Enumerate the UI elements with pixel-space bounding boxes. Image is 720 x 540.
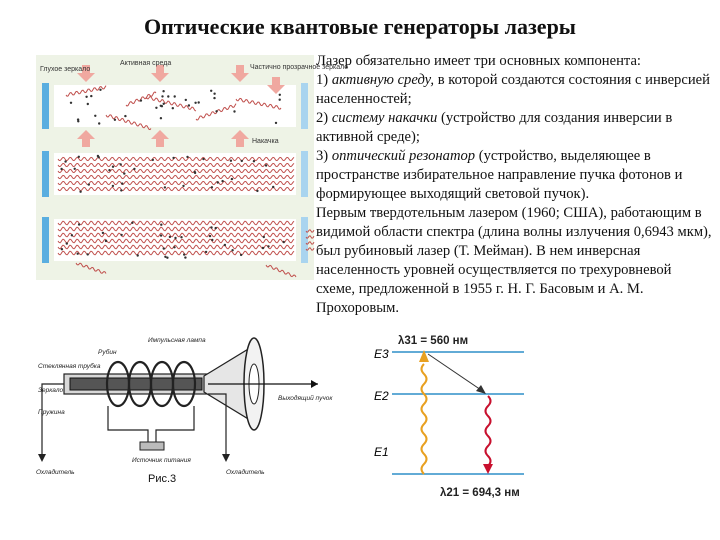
- atom-dot: [71, 234, 73, 236]
- atom-dot: [215, 227, 217, 229]
- atom-dot: [160, 105, 162, 107]
- atom-dot: [194, 172, 196, 174]
- atom-dot: [253, 160, 255, 162]
- ruby-rod: [70, 378, 202, 390]
- atom-dot: [94, 115, 96, 117]
- label-e1: E1: [374, 445, 389, 459]
- atom-dot: [215, 110, 217, 112]
- atom-dot: [74, 168, 76, 170]
- atom-dot: [211, 239, 213, 241]
- atom-dot: [155, 107, 157, 109]
- component-1-desc: в которой создаются состояния с инверсией населенностей;: [316, 72, 710, 107]
- atom-dot: [167, 95, 169, 97]
- label-partial-mirror: Частично прозрачное зеркало: [250, 64, 349, 71]
- atom-dot: [87, 253, 89, 255]
- relaxation-arrow-head: [476, 385, 486, 394]
- atom-dot: [112, 185, 114, 187]
- atom-dot: [114, 119, 116, 121]
- cooler-arrow-left: [38, 454, 46, 462]
- atom-dot: [77, 120, 79, 122]
- atom-dot: [120, 189, 122, 191]
- atom-dot: [124, 115, 126, 117]
- atom-dot: [210, 226, 212, 228]
- atom-dot: [233, 110, 235, 112]
- atom-dot: [205, 251, 207, 253]
- atom-dot: [188, 104, 190, 106]
- atom-dot: [174, 95, 176, 97]
- atom-dot: [230, 160, 232, 162]
- atom-dot: [90, 95, 92, 97]
- atom-dot: [78, 156, 80, 158]
- energy-level-diagram: [368, 330, 528, 502]
- atom-dot: [231, 178, 233, 180]
- atom-dot: [66, 242, 68, 244]
- component-3: [316, 147, 714, 204]
- atom-dot: [85, 96, 87, 98]
- atom-dot: [202, 158, 204, 160]
- atom-dot: [77, 253, 79, 255]
- full-mirror-1: [42, 83, 49, 129]
- laser-principle-figure: [36, 55, 349, 280]
- atom-dot: [131, 222, 133, 224]
- atom-dot: [152, 159, 154, 161]
- atom-dot: [112, 166, 114, 168]
- atom-dot: [133, 168, 135, 170]
- atom-dot: [240, 254, 242, 256]
- atom-dot: [161, 95, 163, 97]
- atom-dot: [262, 247, 264, 249]
- atom-dot: [121, 182, 123, 184]
- atom-dot: [108, 169, 110, 171]
- atom-dot: [120, 234, 122, 236]
- label-active-medium: Активная среда: [120, 60, 172, 67]
- relaxation-transition: [428, 354, 484, 392]
- atom-dot: [140, 99, 142, 101]
- power-supply: [140, 442, 164, 450]
- atom-dot: [70, 102, 72, 104]
- figure-caption: Рис.3: [148, 473, 177, 485]
- ruby-laser-paragraph: Первым твердотельным лазером (1960; США), работающим в видимой области спектра (длина волны излучения 0,6943 мкм), был рубиновый лазер (Т. Мейман). В нем инверсная населенность уровней осуществляется по трехуровневой схеме, предложенной в 1955 г. Н. Г. Басовым и А. М. Прохоровым.: [316, 205, 712, 316]
- atom-dot: [163, 103, 165, 105]
- component-3-term: оптический резонатор: [331, 148, 476, 164]
- atom-dot: [180, 236, 182, 238]
- page-title: Оптические квантовые генераторы лазеры: [144, 14, 576, 39]
- label-cooler-left: Охладитель: [36, 469, 75, 476]
- label-mirror: Зеркало: [38, 387, 64, 394]
- atom-dot: [102, 232, 104, 234]
- component-1-term: активную среду,: [331, 72, 435, 88]
- label-glass-tube: Стеклянная трубка: [38, 363, 101, 370]
- atom-dot: [198, 101, 200, 103]
- atom-dot: [79, 191, 81, 193]
- atom-dot: [279, 94, 281, 96]
- atom-dot: [87, 103, 89, 105]
- component-2: [316, 109, 714, 147]
- label-cooler-right: Охладитель: [226, 469, 265, 476]
- atom-dot: [213, 97, 215, 99]
- label-lambda31: λ31 = 560 нм: [398, 335, 469, 347]
- cooler-pipe-left: [42, 384, 64, 456]
- label-mirror: Глухое зеркало: [40, 66, 91, 73]
- emission-arrow-head: [483, 464, 493, 474]
- power-lead-2: [156, 406, 194, 442]
- atom-dot: [166, 257, 168, 259]
- component-1-num: 1): [316, 72, 332, 88]
- component-3-desc: (устройство, выделяющее в пространстве избирательное направление пучка фотонов и формирующее выходящий световой пучок).: [316, 148, 683, 202]
- partial-mirror-2: [301, 151, 308, 197]
- label-e2: E2: [374, 389, 389, 403]
- full-mirror-3: [42, 217, 49, 263]
- atom-dot: [105, 240, 107, 242]
- label-power-supply: Источник питания: [132, 457, 191, 464]
- label-pump: Накачка: [252, 138, 279, 145]
- atom-dot: [98, 122, 100, 124]
- atom-dot: [185, 99, 187, 101]
- partial-mirror-1: [301, 83, 308, 129]
- atom-dot: [209, 235, 211, 237]
- atom-dot: [169, 236, 171, 238]
- component-2-desc: (устройство для создания инверсии в активной среде);: [316, 110, 673, 145]
- atom-dot: [231, 249, 233, 251]
- cooler-arrow-right: [222, 454, 230, 462]
- atom-dot: [184, 256, 186, 258]
- atom-dot: [123, 172, 125, 174]
- atom-dot: [137, 254, 139, 256]
- atom-dot: [275, 122, 277, 124]
- atom-dot: [64, 160, 66, 162]
- label-lambda21: λ21 = 694,3 нм: [440, 487, 520, 499]
- component-2-num: 2): [316, 110, 332, 126]
- atom-dot: [194, 102, 196, 104]
- label-e3: E3: [374, 347, 389, 361]
- label-ruby: Рубин: [98, 349, 117, 356]
- partial-mirror-3: [301, 217, 308, 263]
- atom-dot: [78, 223, 80, 225]
- atom-dot: [172, 157, 174, 159]
- atom-dot: [265, 164, 267, 166]
- description-text: [316, 52, 714, 318]
- atom-dot: [160, 224, 162, 226]
- atom-dot: [186, 156, 188, 158]
- label-output-beam: Выходящий пучок: [278, 395, 333, 402]
- atom-dot: [210, 90, 212, 92]
- intro-line: Лазер обязательно имеет три основных компонента:: [316, 53, 641, 69]
- atom-dot: [88, 183, 90, 185]
- component-3-num: 3): [316, 148, 332, 164]
- atom-dot: [164, 186, 166, 188]
- atom-dot: [224, 244, 226, 246]
- atom-dot: [221, 180, 223, 182]
- atom-dot: [182, 185, 184, 187]
- label-flash-lamp: Импульсная лампа: [148, 337, 206, 344]
- atom-dot: [213, 93, 215, 95]
- full-mirror-2: [42, 151, 49, 197]
- atom-dot: [183, 253, 185, 255]
- label-spring: Пружина: [38, 409, 65, 416]
- atom-dot: [163, 247, 165, 249]
- atom-dot: [211, 186, 213, 188]
- atom-dot: [173, 246, 175, 248]
- atom-dot: [97, 155, 99, 157]
- power-lead-1: [108, 406, 148, 442]
- emission-transition: [486, 396, 491, 466]
- atom-dot: [272, 186, 274, 188]
- ruby-laser-device-figure: [36, 318, 333, 490]
- atom-dot: [256, 190, 258, 192]
- atom-dot: [279, 99, 281, 101]
- atom-dot: [217, 181, 219, 183]
- atom-dot: [267, 245, 269, 247]
- atom-dot: [162, 90, 164, 92]
- component-2-term: систему накачки: [331, 110, 438, 126]
- atom-dot: [172, 107, 174, 109]
- pump-transition: [422, 364, 427, 474]
- atom-dot: [174, 237, 176, 239]
- atom-dot: [160, 117, 162, 119]
- component-1: [316, 71, 714, 109]
- atom-dot: [263, 236, 265, 238]
- atom-dot: [120, 163, 122, 165]
- atom-dot: [241, 160, 243, 162]
- beam-arrow-head: [311, 380, 318, 388]
- atom-dot: [61, 248, 63, 250]
- atom-dot: [60, 168, 62, 170]
- atom-dot: [283, 241, 285, 243]
- atom-dot: [160, 234, 162, 236]
- atom-dot: [99, 89, 101, 91]
